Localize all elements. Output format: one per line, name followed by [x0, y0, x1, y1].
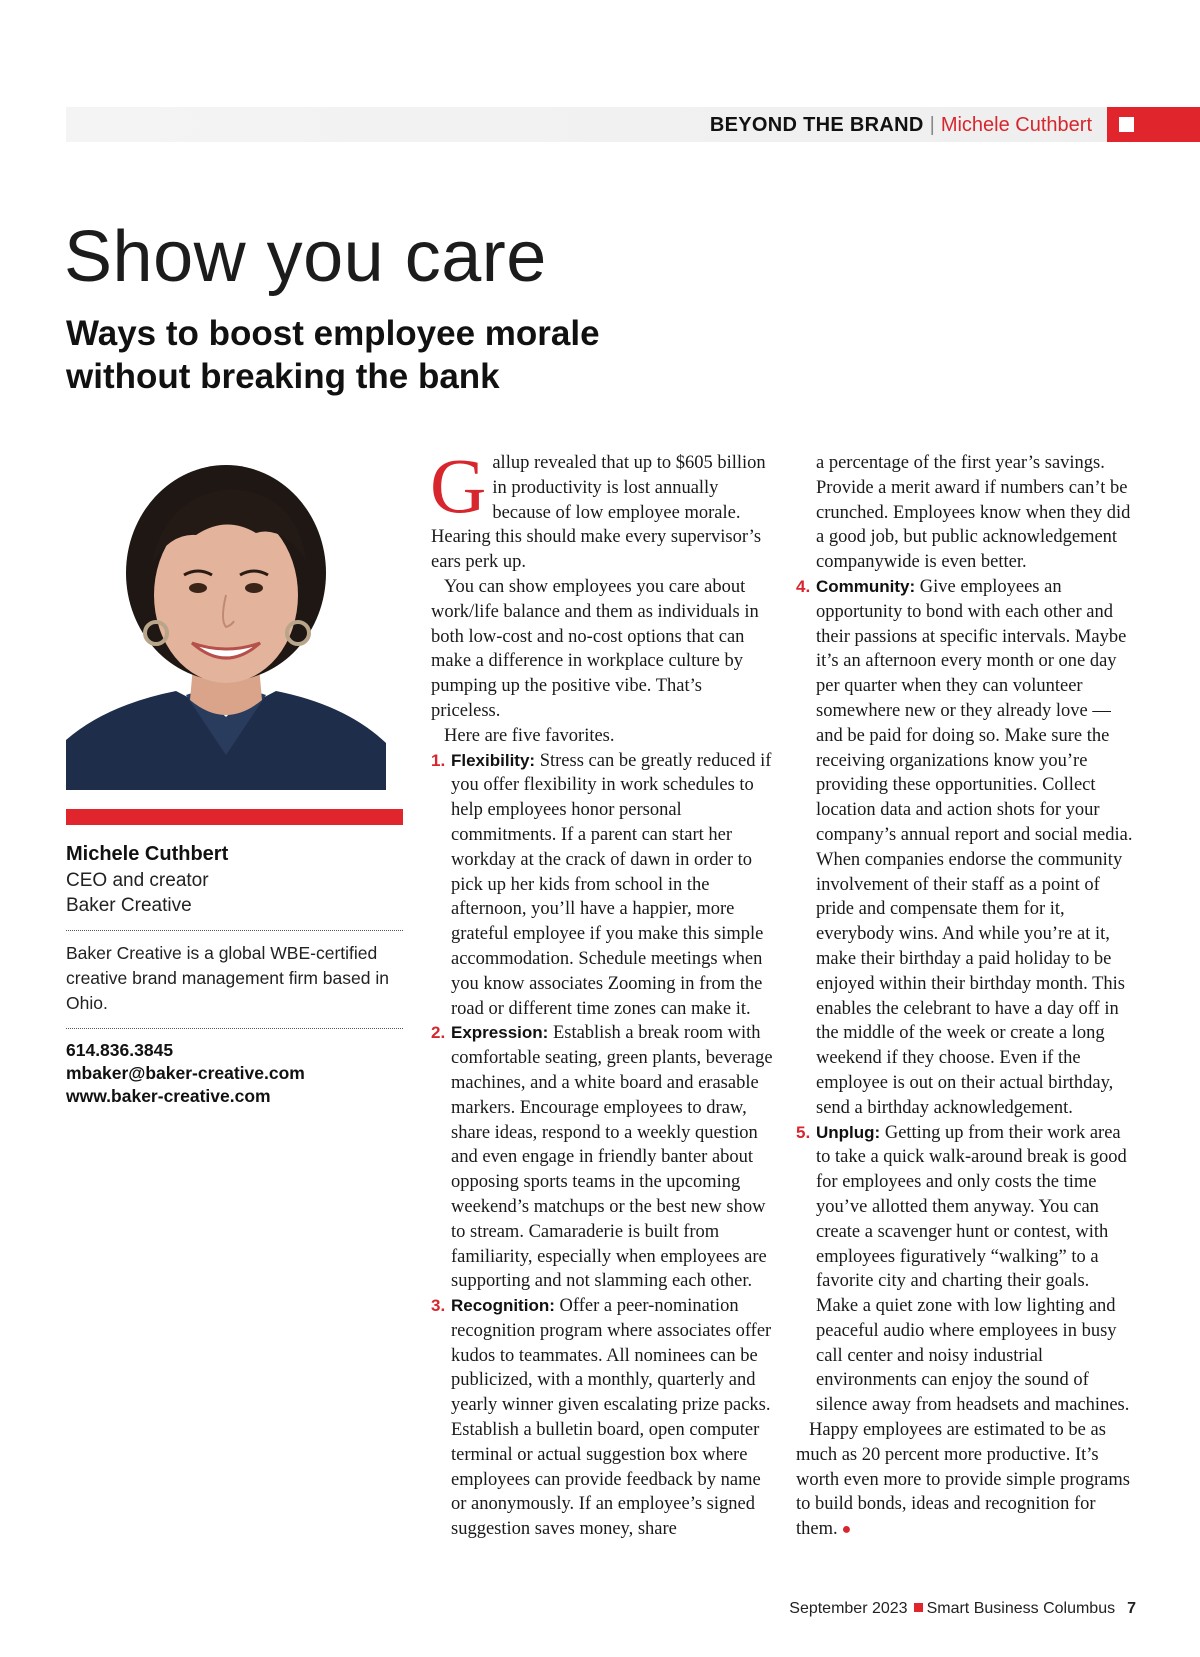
footer-date: September 2023 — [789, 1600, 908, 1617]
body-paragraph: Here are five favorites. — [444, 725, 615, 746]
list-item-recognition — [431, 1294, 773, 1542]
item-text: Offer a peer-nomination recognition program where associates offer kudos to teammates. All nominees can be publicized, with a monthly, quarterly and yearly winner given escalating prize packs. Establish a bulletin board, open computer terminal or actual suggestion box where employees can provide feedback by name or anonymously. If an employee’s signed suggestion saves money, share — [451, 1296, 772, 1540]
bio-divider — [66, 930, 403, 931]
end-mark-icon: ● — [841, 1521, 852, 1539]
article-column-1 — [430, 442, 773, 1542]
item-number: 4. — [796, 576, 811, 596]
closing-text: Happy employees are estimated to be as much as 20 percent more productive. It’s worth even more to provide simple programs to build bonds, ideas and recognition for them. — [796, 1420, 1130, 1540]
article-column-2 — [796, 451, 1134, 1543]
bio-role: CEO and creator — [66, 870, 209, 891]
bio-phone: 614.836.3845 — [66, 1040, 174, 1060]
bio-divider — [66, 1028, 403, 1029]
list-item-community — [796, 575, 1134, 1121]
intro-paragraph — [430, 442, 773, 575]
author-bio — [66, 840, 403, 1108]
photo-red-bar — [66, 809, 403, 825]
bio-description: Baker Creative is a global WBE-certified creative brand management firm based in Ohio. — [66, 943, 389, 1013]
list-item-unplug — [796, 1121, 1134, 1419]
item-text: Stress can be greatly reduced if you offer flexibility in work schedules to help employees honor personal commitments. If a parent can start her workday at the crack of dawn in order to pick up her kids from school in the afternoon, you’ll have a happier, more grateful employee if you make this simple accommodation. Schedule meetings when you know associates Zooming in from the road or different time zones can make it. — [451, 750, 772, 1019]
item-text: Getting up from their work area to take a quick walk-around break is good for employees and only costs the time you’ve allotted them anyway. You can create a scavenger hunt or contest, with employees figuratively “walking” to a favorite city and charting their goals. Make a quiet zone with low lighting and peaceful audio where employees in busy call center and noisy industrial environments can enjoy the sound of silence away from headsets and machines. — [816, 1122, 1130, 1416]
item-text: Establish a break room with comfortable seating, green plants, beverage machines, and a white board and erasable markers. Encourage employees to draw, share ideas, respond to a weekly question and even engage in friendly banter about opposing sports teams in the upcoming weekend’s matchups or the best new show to stream. Camaraderie is built from familiarity, especially when employees are supporting and not slamming each other. — [451, 1023, 773, 1292]
item-number: 3. — [431, 1296, 446, 1316]
item-continued-text: a percentage of the first year’s savings. Provide a merit award if numbers can’t be crunched. Employees know when they did a good job, but public acknowledgement companywide is even better. — [816, 453, 1131, 573]
item-label: Unplug: — [816, 1122, 881, 1142]
header-separator: | — [929, 114, 935, 136]
item-label: Expression: — [451, 1023, 549, 1043]
intro-text: allup revealed that up to $605 billion in productivity is lost annually because of low employee morale. Hearing this should make every supervisor’s ears perk up. — [431, 453, 766, 573]
page-footer — [789, 1598, 1136, 1620]
item-label: Recognition: — [451, 1296, 555, 1316]
bio-name: Michele Cuthbert — [66, 843, 229, 865]
header-square-icon — [1119, 117, 1134, 132]
page-number: 7 — [1127, 1600, 1136, 1617]
author-portrait-icon — [66, 455, 386, 790]
bio-company: Baker Creative — [66, 895, 192, 916]
item-number: 5. — [796, 1122, 811, 1142]
list-item-expression — [431, 1021, 773, 1294]
item-label: Community: — [816, 576, 916, 596]
running-header — [710, 110, 1092, 140]
bio-website[interactable]: www.baker-creative.com — [66, 1086, 271, 1106]
footer-square-icon — [914, 1603, 923, 1612]
dropcap: G — [430, 442, 487, 529]
item-number: 1. — [431, 750, 446, 770]
list-item-flexibility — [431, 749, 773, 1022]
body-paragraph: You can show employees you care about work/life balance and them as individuals in both low-cost and no-cost options that can make a difference in workplace culture by pumping up the positive vibe. That’s priceless. — [431, 576, 759, 721]
closing-paragraph — [796, 1418, 1134, 1543]
item-number: 2. — [431, 1023, 446, 1043]
page-title: Show you care — [64, 217, 547, 297]
header-author: Michele Cuthbert — [940, 114, 1092, 136]
footer-publication: Smart Business Columbus — [926, 1600, 1116, 1617]
page-subtitle: Ways to boost employee morale without breaking the bank — [66, 314, 600, 396]
author-photo — [66, 455, 386, 790]
item-label: Flexibility: — [451, 750, 536, 770]
header-section: BEYOND THE BRAND — [709, 114, 924, 136]
item-text: Give employees an opportunity to bond with each other and their passions at specific intervals. Maybe it’s an afternoon every month or one day per quarter when they can volunteer somewhere new or they already love — and be paid for doing so. Make sure the receiving organizations know you’re providing these opportunities. Collect location data and action shots for your company’s annual report and social media. When companies endorse the community involvement of their staff as a point of pride and compensate them for it, everybody wins. And while you’re at it, make their birthday a paid holiday to be enjoyed within their birthday month. This enables the celebrant to have a day off in the middle of the week or create a long weekend if they choose. Even if the employee is out on their actual birthday, send a birthday acknowledgement. — [816, 576, 1133, 1118]
bio-email[interactable]: mbaker@baker-creative.com — [66, 1063, 305, 1083]
